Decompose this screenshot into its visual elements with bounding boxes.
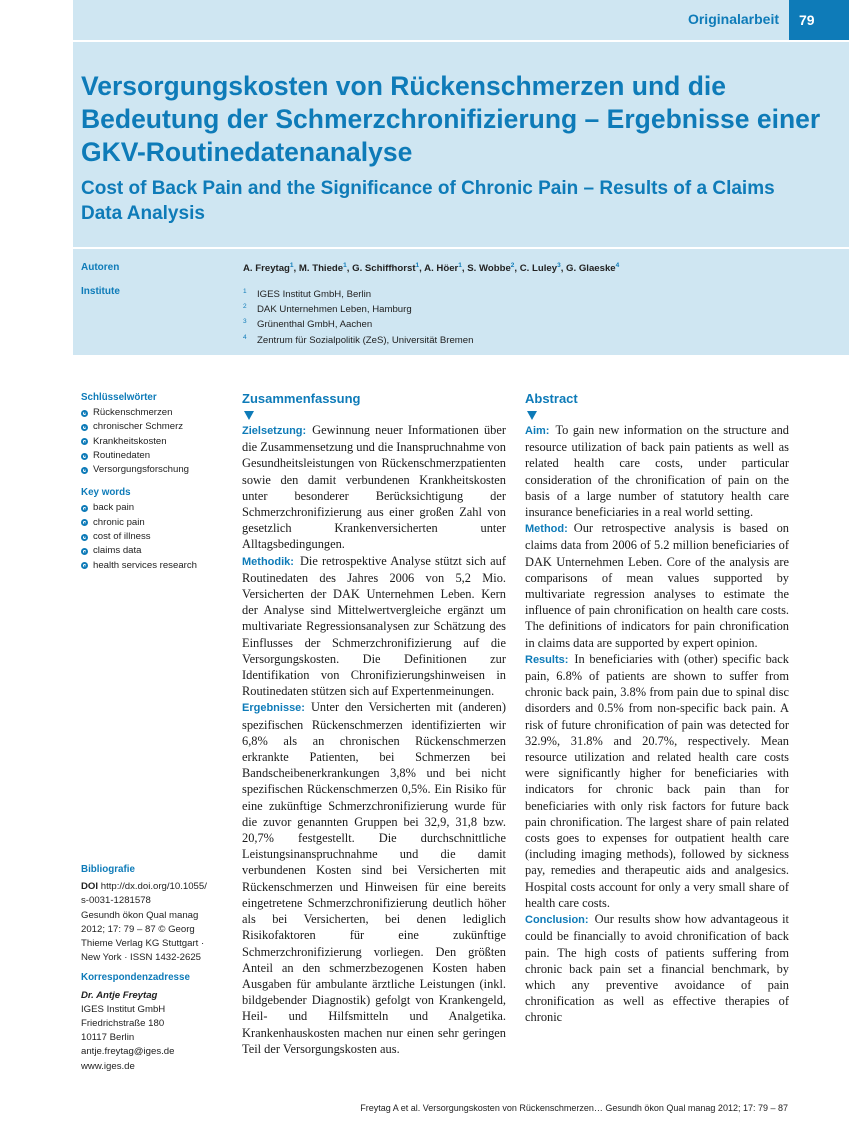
institute-item xyxy=(243,301,473,316)
keyword-text: Rückenschmerzen xyxy=(93,407,173,418)
section-text: Die retrospektive Analyse stützt sich auf Routinedaten des Jahres 2006 von 5,2 Mio. Versicherten der DAK Unternehmen Leben. Kern der Analyse sind Mittelwertvergleiche ergänzt um multivariate Regressionsanalysen zur Schätzung des Einflusses der Schmerzchronifizierung auf die Versorgungskosten. Die Definitionen zur Identifikation von Chronifizierungshinweisen in Routinedaten stützen sich auf Expertenmeinungen. xyxy=(242,553,506,699)
bullet-arrow-icon xyxy=(81,467,88,474)
bibliography-heading: Bibliografie xyxy=(81,864,135,875)
bullet-arrow-icon xyxy=(81,424,88,431)
keyword-item xyxy=(81,530,231,544)
page-number: 79 xyxy=(789,0,849,40)
header-divider xyxy=(73,247,849,249)
abstract-column xyxy=(525,391,789,1026)
keyword-text: chronischer Schmerz xyxy=(93,421,184,433)
correspondence-name: Dr. Antje Freytag xyxy=(81,989,158,1001)
correspondence-website[interactable]: www.iges.de xyxy=(81,1060,135,1072)
zusammenfassung-section xyxy=(242,422,506,553)
biblio-line: 2012; 17: 79 – 87 © Georg xyxy=(81,923,195,935)
title-german: Versorgungskosten von Rückenschmerzen und die Bedeutung der Schmerzchronifizierung – Ergebnisse einer GKV-Routinedatenanalyse xyxy=(81,71,821,167)
keyword-item xyxy=(81,420,231,434)
keywords-de-heading: Schlüsselwörter xyxy=(81,392,157,403)
biblio-line: New York · ISSN 1432-2625 xyxy=(81,952,201,964)
bibliography-box xyxy=(81,863,231,1074)
section-label: Conclusion: xyxy=(525,914,589,927)
author-affiliation: 1 xyxy=(458,262,462,269)
bullet-arrow-icon xyxy=(81,438,88,445)
bullet-arrow-icon xyxy=(81,505,88,512)
correspondence-email[interactable]: antje.freytag@iges.de xyxy=(81,1046,175,1058)
section-text: Unter den Versicherten mit (anderen) spezifischen Rückenschmerzen identifizierten wir 6,8% als an chronischen Rückenschmerzen erkrankte Patienten, bei Schmerzen bei Bandscheibenerkrankungen 3,8% und bei nicht spezifischen Rückenschmerzen 0,5%. Ein Risiko für eine zukünftige Schmerzchronifizierung wurde für die zuvor genannten Gruppen bei 32,9, 31,8 bzw. 20,7% festgestellt. Die durchschnittliche Leistungsinanspruchnahme und die damit verbundenen Kosten sind bei Versicherten mit Rückenschmerzen und Hinweisen für eine bereits eingetretene Schmerzchronifizierung deutlich höher als bei Versicherten, bei denen lediglich Risikofaktoren für eine zukünftige Schmerzchronifizierung vorliegen. Den größten Anteil an den schmerzbezogenen Kosten haben Ausgaben für ambulante ärztliche Leistungen (inkl. bildgebender Diagnostik) gefolgt von Krankengeld, Heil- und Hilfsmitteln und Analgetika. Krankenhauskosten machen nur einen sehr geringen Teil der Versorgungskosten aus. xyxy=(242,700,506,1056)
keyword-text: cost of illness xyxy=(93,531,151,543)
abstract-section xyxy=(525,422,789,520)
author: A. Freytag xyxy=(243,263,290,275)
doi-label: DOI xyxy=(81,881,99,893)
section-label: Zielsetzung: xyxy=(242,425,307,437)
zusammenfassung-section xyxy=(242,699,506,1056)
correspondence-heading: Korrespondenzadresse xyxy=(81,972,190,984)
section-text: To gain new information on the structure and resource utilization of back pain patients as well as related health care costs, under particular consideration of the chronification of pain on the basis of a large number of statutory health care insurance beneficiaries in a real world setting. xyxy=(525,423,789,520)
abstract-section xyxy=(525,911,789,1025)
author-affiliation: 4 xyxy=(615,262,620,269)
biblio-line: Thieme Verlag KG Stuttgart · xyxy=(81,938,205,950)
doi-line xyxy=(81,880,231,894)
keyword-item xyxy=(81,516,231,530)
institute-item xyxy=(243,286,473,301)
author: S. Wobbe xyxy=(467,263,511,275)
institutes-list xyxy=(243,286,473,347)
author-affiliation: 3 xyxy=(557,262,561,269)
institute-number: 3 xyxy=(243,318,247,326)
correspondence-line: IGES Institut GmbH xyxy=(81,1003,166,1015)
keyword-item xyxy=(81,449,231,463)
section-label: Originalarbeit xyxy=(687,11,779,27)
keyword-text: Routinedaten xyxy=(93,449,151,461)
correspondence-line: 10117 Berlin xyxy=(81,1032,135,1044)
section-label: Method: xyxy=(525,523,568,536)
section-text: Gewinnung neuer Informationen über die Zusammensetzung und die Inanspruchnahme von Gesundheitsleistungen von Rückenschmerzpatienten sowie den damit verbundenen Krankheitskosten unter besonderer Berücksichtigung der Schmerzchronifizierung aus einer großen Zahl von gesetzlich Krankenversicherten unter Alltagsbedingungen. xyxy=(242,423,506,552)
keyword-item xyxy=(81,435,231,449)
bullet-arrow-icon xyxy=(81,519,88,526)
abstract-section xyxy=(525,520,789,651)
footer-citation: Freytag A et al. Versorgungskosten von Rückenschmerzen… Gesundh ökon Qual manag 2012; 17: 79 – 87 xyxy=(360,1103,788,1113)
author: M. Thiede xyxy=(298,263,344,275)
keyword-item xyxy=(81,559,231,573)
keyword-item xyxy=(81,501,231,515)
institute-name: Grünenthal GmbH, Aachen xyxy=(257,319,373,331)
triangle-down-icon xyxy=(244,411,254,420)
institute-name: DAK Unternehmen Leben, Hamburg xyxy=(257,304,412,316)
keyword-text: chronic pain xyxy=(93,516,145,528)
section-label: Methodik: xyxy=(242,555,294,568)
keyword-item xyxy=(81,463,231,477)
triangle-down-icon xyxy=(527,411,537,420)
doi-link[interactable]: http://dx.doi.org/10.1055/ xyxy=(100,881,207,893)
abstract-heading: Abstract xyxy=(525,391,578,406)
keywords-en-heading: Key words xyxy=(81,487,131,499)
author: A. Höer xyxy=(424,263,459,275)
author-affiliation: 1 xyxy=(415,262,420,269)
keywords-sidebar xyxy=(81,392,231,583)
author: G. Schiffhorst xyxy=(352,263,416,275)
institute-item xyxy=(243,316,473,331)
keyword-text: health services research xyxy=(93,559,197,571)
keyword-item xyxy=(81,406,231,420)
keyword-text: Krankheitskosten xyxy=(93,435,167,447)
institute-number: 4 xyxy=(243,333,247,341)
author-affiliation: 1 xyxy=(289,262,294,269)
keyword-text: Versorgungsforschung xyxy=(93,464,189,476)
section-text: Our retrospective analysis is based on claims data from 2006 of 5.2 million beneficiaries of DAK Unternehmen Leben. Core of the analysis are comparisons of mean values supported by multivariate regression analyses to estimate the influence of pain chronification on health care costs. The definitions of indicators for pain chronification in claims data are supported by expert opinion. xyxy=(525,521,789,650)
authors-label: Autoren xyxy=(81,262,120,273)
keyword-text: claims data xyxy=(93,545,142,557)
institute-name: Zentrum für Sozialpolitik (ZeS), Universität Bremen xyxy=(257,334,474,346)
institute-number: 1 xyxy=(243,288,247,295)
bullet-arrow-icon xyxy=(81,453,88,460)
bullet-arrow-icon xyxy=(81,534,88,541)
top-strip xyxy=(73,0,849,42)
biblio-line: s-0031-1281578 xyxy=(81,895,151,907)
abstract-section xyxy=(525,651,789,911)
keyword-item xyxy=(81,544,231,558)
author-affiliation: 2 xyxy=(510,262,515,269)
author: C. Luley xyxy=(519,263,558,275)
keywords-de-list xyxy=(81,406,231,477)
bullet-arrow-icon xyxy=(81,562,88,569)
title-english: Cost of Back Pain and the Significance of Chronic Pain – Results of a Claims Data Analysis xyxy=(81,178,775,224)
authors-line: A. Freytag$^1$, M. Thiede$^1$, G. Schiffhorst$^1$, A. Höer$^1$, S. Wobbe$^2$, C. Luley$^3$, G. Glaeske$^4$ xyxy=(243,262,620,275)
biblio-line: Gesundh ökon Qual manag xyxy=(81,909,199,921)
section-label: Aim: xyxy=(525,425,550,437)
correspondence-line: Friedrichstraße 180 xyxy=(81,1018,165,1030)
author-affiliation: 1 xyxy=(343,262,347,269)
author: G. Glaeske xyxy=(566,263,616,275)
institutes-label: Institute xyxy=(81,286,120,297)
institute-number: 2 xyxy=(243,303,247,311)
keyword-text: back pain xyxy=(93,502,135,514)
bullet-arrow-icon xyxy=(81,548,88,555)
bullet-arrow-icon xyxy=(81,410,88,417)
institute-name: IGES Institut GmbH, Berlin xyxy=(257,289,372,301)
section-label: Results: xyxy=(525,653,569,666)
section-text: Our results show how advantageous it could be financially to avoid chronification of back pain. The high costs of patients suffering from chronic back pain set a financial benchmark, by which any preventive avoidance of pain chronification as well as effective therapies of chronic xyxy=(525,912,789,1025)
section-label: Ergebnisse: xyxy=(242,702,305,715)
keywords-en-list xyxy=(81,501,231,572)
section-text: In beneficiaries with (other) specific back pain, 6.8% of patients are shown to suffer from chronic back pain, 3.8% from pain due to spinal disc disorders and 0.5% from non-specific back pain. A risk of future chronification of pain was detected for 32.9%, 31.8% and 20.7%, respectively. Mean resource utilization and related health care costs were significantly higher for beneficiaries with indicators for chronic back pain than for beneficiaries with only risk factors for future back pain chronification. The largest share of pain related costs goes to expenses for outpatient health care (including imaging methods), followed by sickness pay, remedies and therapeutic aids and analgesics. Hospital costs account for only a very small share of health care costs. xyxy=(525,651,789,910)
zusammenfassung-section xyxy=(242,553,506,700)
zusammenfassung-column xyxy=(242,391,506,1057)
zusammenfassung-heading: Zusammenfassung xyxy=(242,391,361,406)
institute-item xyxy=(243,332,473,347)
